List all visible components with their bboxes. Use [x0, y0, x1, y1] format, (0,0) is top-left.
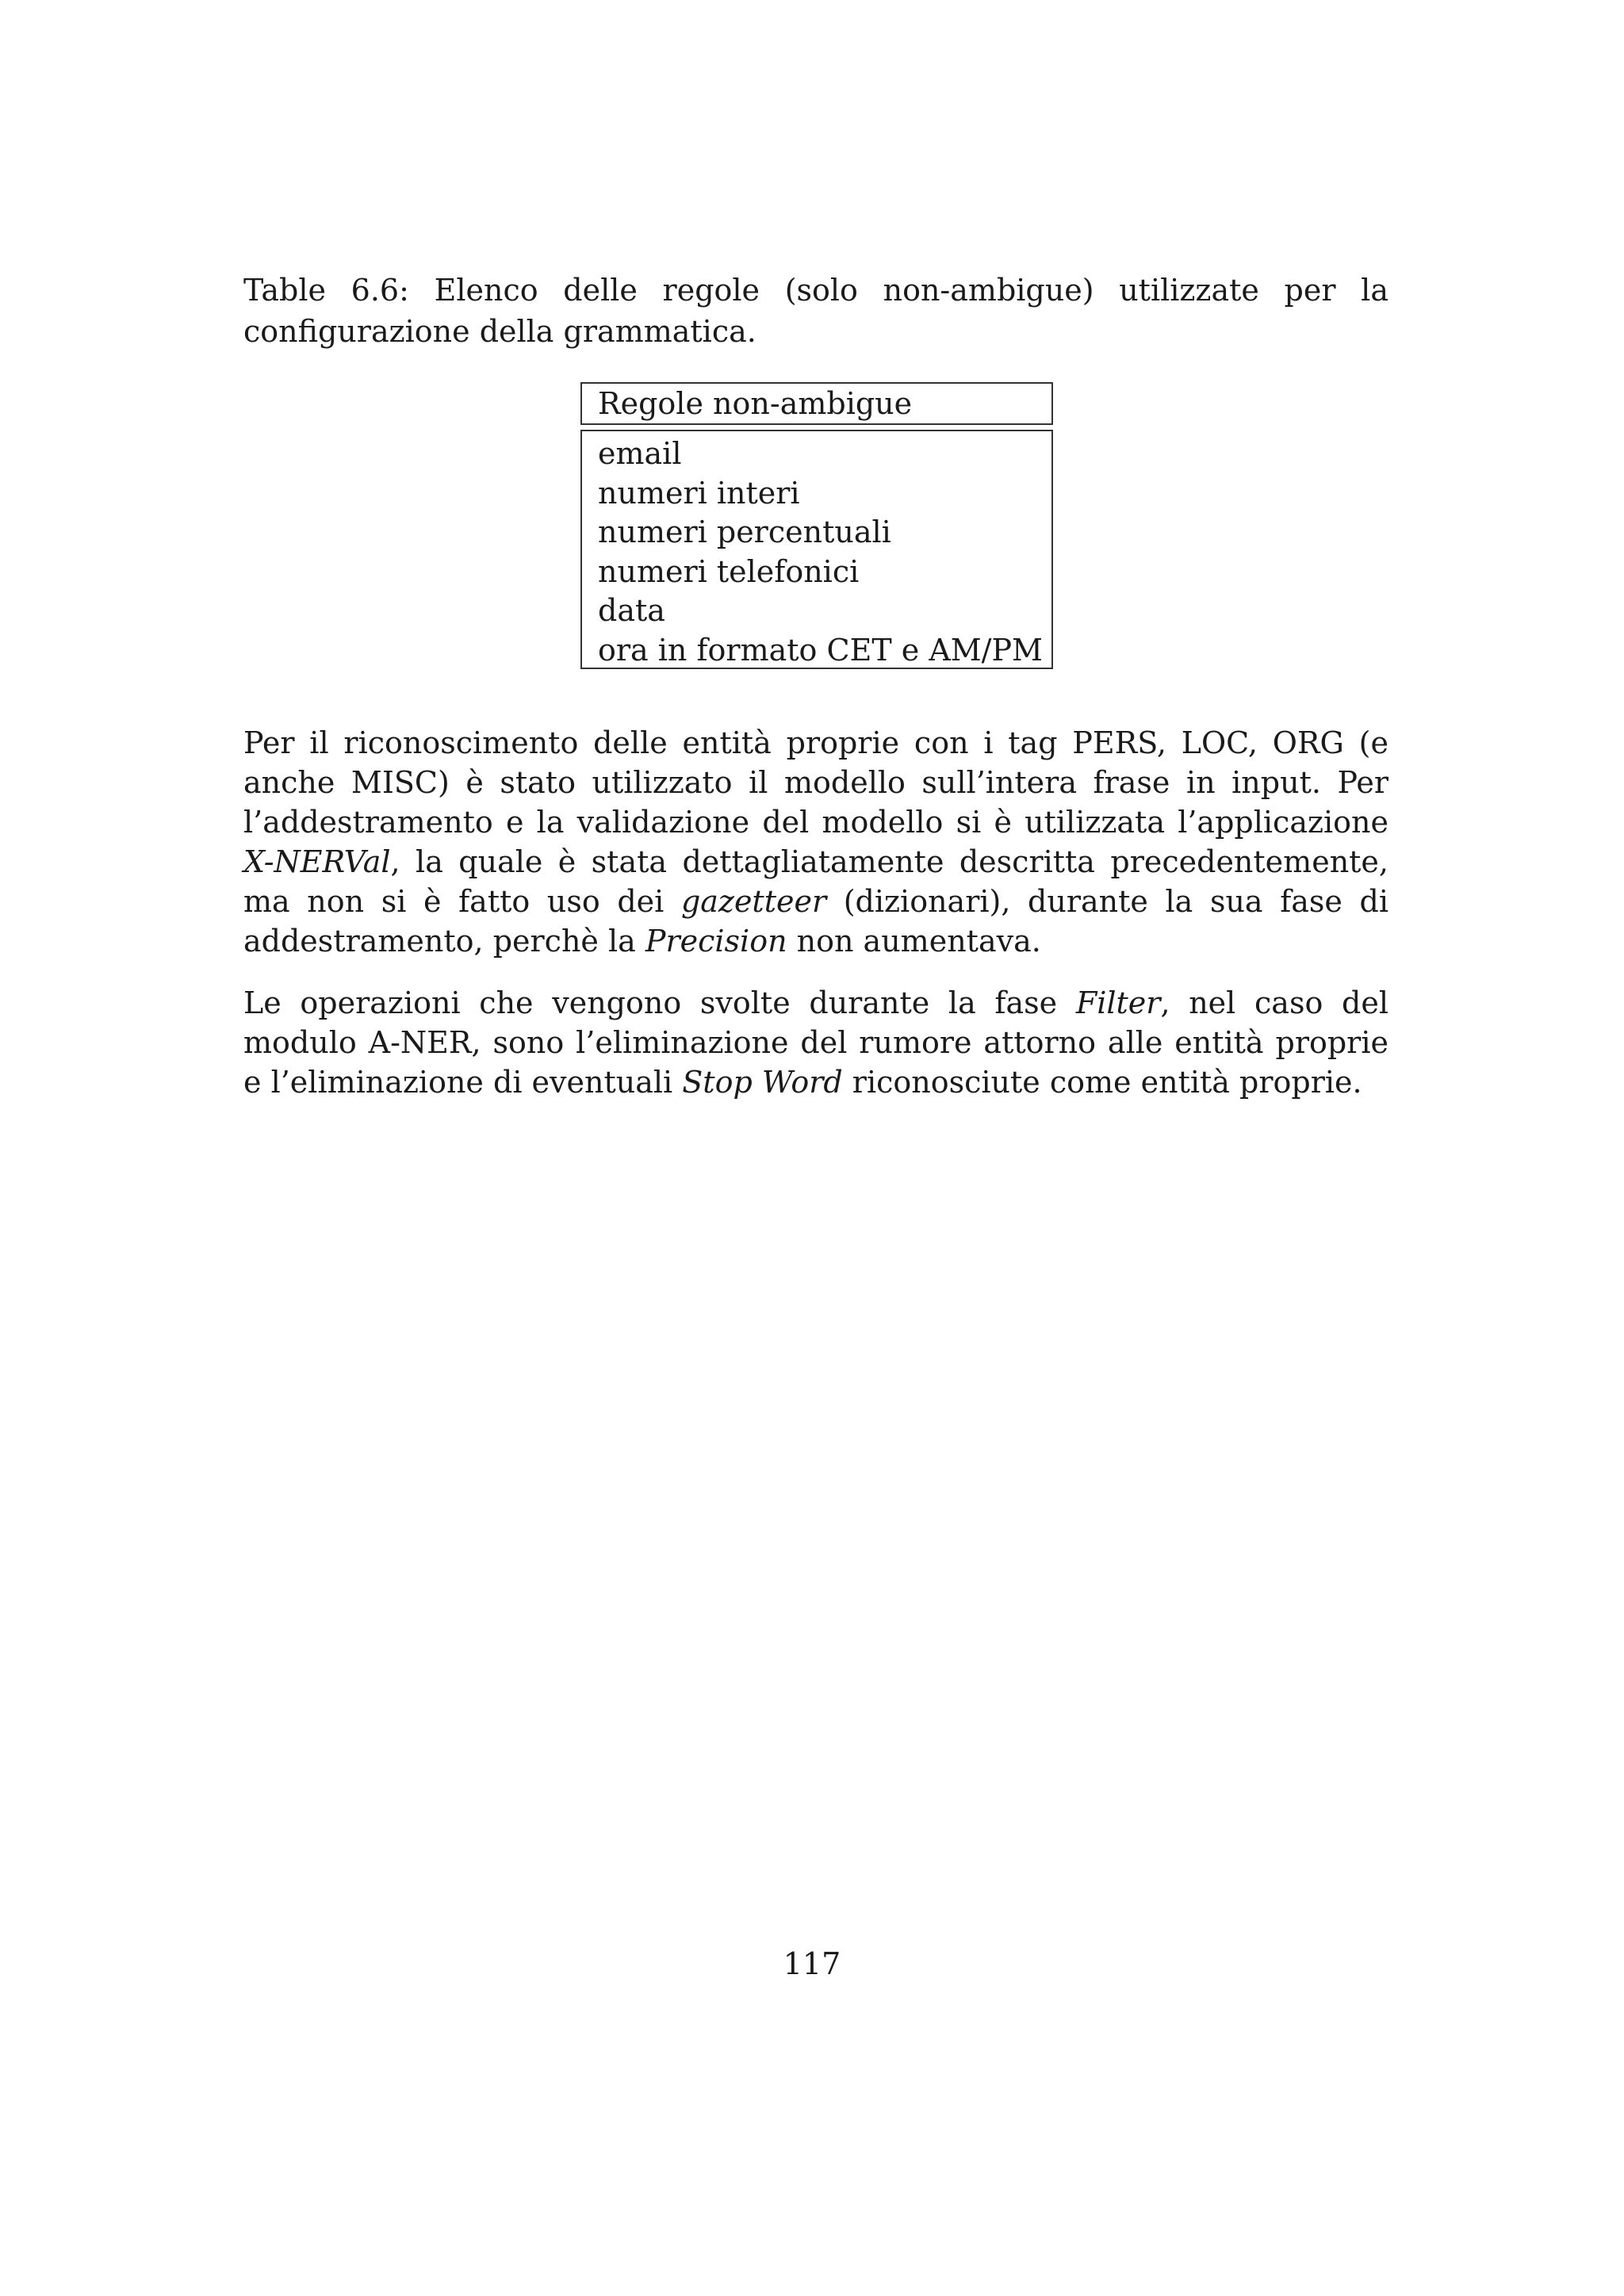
body-paragraph-1 — [243, 723, 1388, 961]
italic-term: Stop Word — [682, 1065, 843, 1100]
italic-term: Precision — [645, 924, 787, 959]
table-row: data — [598, 593, 665, 628]
text-run: (dizionari), durante la sua fase di addestramento, perchè la — [243, 884, 1388, 959]
body-paragraph-2 — [243, 983, 1388, 1102]
page-number: 117 — [783, 1946, 841, 1981]
text-run: riconosciute come entità proprie. — [842, 1065, 1362, 1100]
italic-term: Filter — [1075, 985, 1161, 1020]
table-row: ora in formato CET e AM/PM — [598, 632, 1043, 668]
text-run: non aumentava. — [787, 924, 1041, 959]
rules-table — [580, 382, 1053, 669]
text-run: Per il riconoscimento delle entità proprie con i tag PERS, LOC, ORG (e anche MISC) è stato utilizzato il modello sull’intera frase in input. Per l’addestramento e la validazione del modello si è utilizzata l’applicazione — [243, 725, 1388, 840]
caption-label: Table 6.6: — [243, 273, 409, 308]
table-caption — [243, 270, 1388, 352]
table-body — [580, 430, 1053, 669]
italic-term: X-NERVal — [243, 844, 391, 879]
text-run: , nel caso del modulo A-NER, sono l’eliminazione del rumore attorno alle entità proprie e l’eliminazione di eventuali — [243, 985, 1388, 1100]
table-header: Regole non-ambigue — [580, 382, 1053, 425]
text-run: Le operazioni che vengono svolte durante la fase — [243, 985, 1076, 1020]
table-row: numeri percentuali — [598, 515, 891, 549]
table-row: numeri interi — [598, 475, 800, 511]
table-row: email — [598, 436, 682, 471]
italic-term: gazetteer — [680, 884, 827, 919]
table-row: numeri telefonici — [598, 553, 860, 589]
caption-text: Elenco delle regole (solo non-ambigue) utilizzate per la configurazione della grammatica. — [243, 273, 1388, 349]
text-run: , la quale è stata dettagliatamente descritta precedentemente, ma non si è fatto uso dei — [243, 844, 1388, 919]
